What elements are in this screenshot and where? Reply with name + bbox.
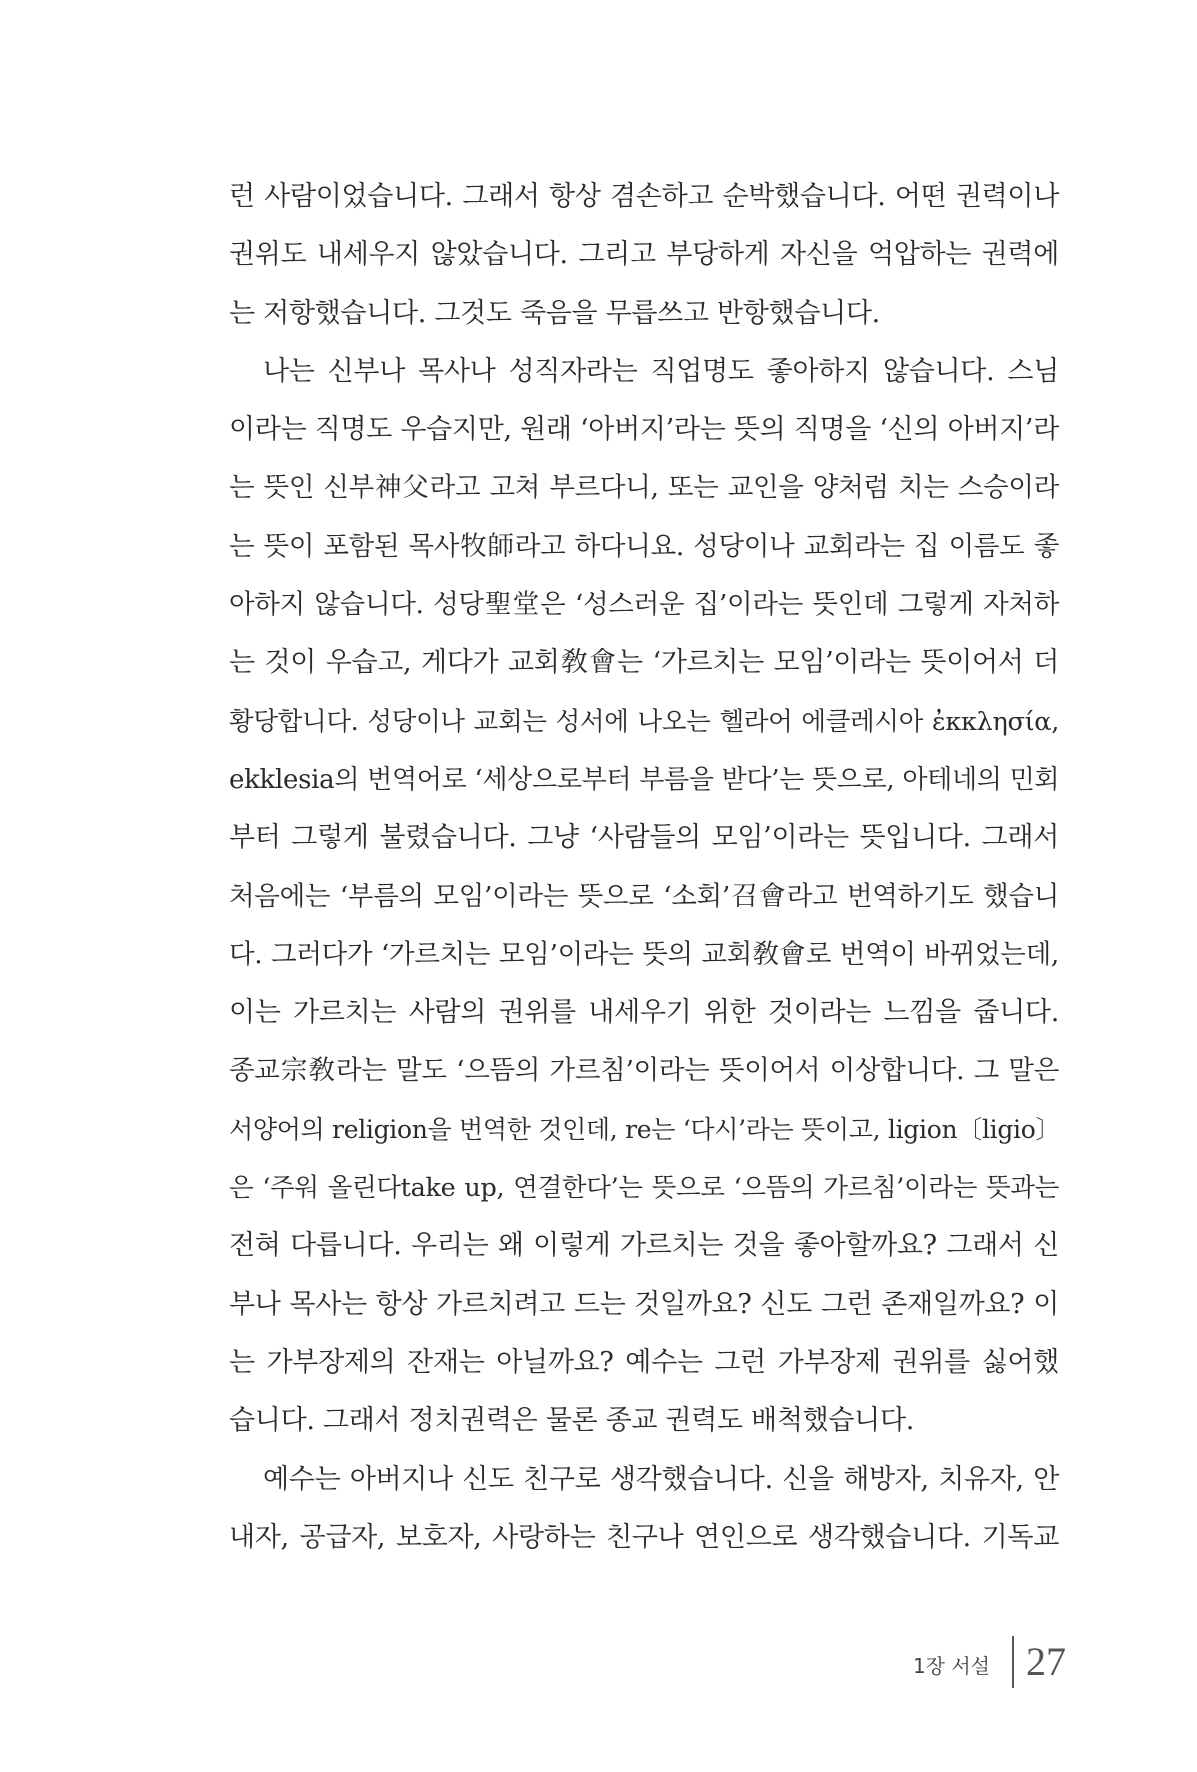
text-line: 은 ‘주워 올린다take up, 연결한다’는 뜻으로 ‘으뜸의 가르침’이라는 뜻과는 [229,1173,1059,1204]
text-line: 런 사람이었습니다. 그래서 항상 겸손하고 순박했습니다. 어떤 권력이나 [229,181,1059,212]
text-line: 는 저항했습니다. 그것도 죽음을 무릅쓰고 반항했습니다. [229,297,880,329]
footer-divider [1012,1636,1014,1688]
text-line: 종교宗敎라는 말도 ‘으뜸의 가르침’이라는 뜻이어서 이상합니다. 그 말은 [229,1055,1059,1087]
text-line: 서양어의 religion을 번역한 것인데, re는 ‘다시’라는 뜻이고, ligion〔ligio〕 [229,1114,1061,1144]
paragraph-first-line: 나는 신부나 목사나 성직자라는 직업명도 좋아하지 않습니다. 스님 [263,355,1059,387]
text-line: 이는 가르치는 사람의 권위를 내세우기 위한 것이라는 느낌을 줍니다. [229,997,1059,1029]
body-text [229,168,1059,1567]
text-line: 처음에는 ‘부름의 모임’이라는 뜻으로 ‘소회’召會라고 번역하기도 했습니 [229,880,1059,912]
page-number: 27 [1026,1639,1066,1684]
text-line: 부터 그렇게 불렸습니다. 그냥 ‘사람들의 모임’이라는 뜻입니다. 그래서 [229,822,1059,854]
text-line: ekklesia의 번역어로 ‘세상으로부터 부름을 받다’는 뜻으로, 아테네의 민회 [229,764,1060,795]
text-line: 내자, 공급자, 보호자, 사랑하는 친구나 연인으로 생각했습니다. 기독교 [229,1521,1059,1553]
text-line: 부나 목사는 항상 가르치려고 드는 것일까요? 신도 그런 존재일까요? 이 [229,1288,1059,1320]
text-line: 는 뜻이 포함된 목사牧師라고 하다니요. 성당이나 교회라는 집 이름도 좋 [229,530,1059,562]
page-footer [900,1636,1090,1688]
text-line: 전혀 다릅니다. 우리는 왜 이렇게 가르치는 것을 좋아할까요? 그래서 신 [229,1230,1059,1262]
text-line: 이라는 직명도 우습지만, 원래 ‘아버지’라는 뜻의 직명을 ‘신의 아버지’라 [229,414,1059,446]
text-line: 황당합니다. 성당이나 교회는 성서에 나오는 헬라어 에클레시아 ἐκκλησία, [229,706,1059,737]
text-line: 습니다. 그래서 정치권력은 물론 종교 권력도 배척했습니다. [229,1405,915,1437]
text-line: 권위도 내세우지 않았습니다. 그리고 부당하게 자신을 억압하는 권력에 [229,239,1059,271]
paragraph-first-line: 예수는 아버지나 신도 친구로 생각했습니다. 신을 해방자, 치유자, 안 [263,1463,1059,1495]
text-line: 는 것이 우습고, 게다가 교회敎會는 ‘가르치는 모임’이라는 뜻이어서 더 [229,647,1059,679]
text-line: 는 뜻인 신부神父라고 고쳐 부르다니, 또는 교인을 양처럼 치는 스승이라 [229,472,1059,504]
text-line: 아하지 않습니다. 성당聖堂은 ‘성스러운 집’이라는 뜻인데 그렇게 자처하 [229,589,1059,621]
text-line: 다. 그러다가 ‘가르치는 모임’이라는 뜻의 교회敎會로 번역이 바뀌었는데, [229,938,1059,970]
text-line: 는 가부장제의 잔재는 아닐까요? 예수는 그런 가부장제 권위를 싫어했 [229,1346,1059,1378]
chapter-label: 1장 서설 [912,1654,990,1678]
